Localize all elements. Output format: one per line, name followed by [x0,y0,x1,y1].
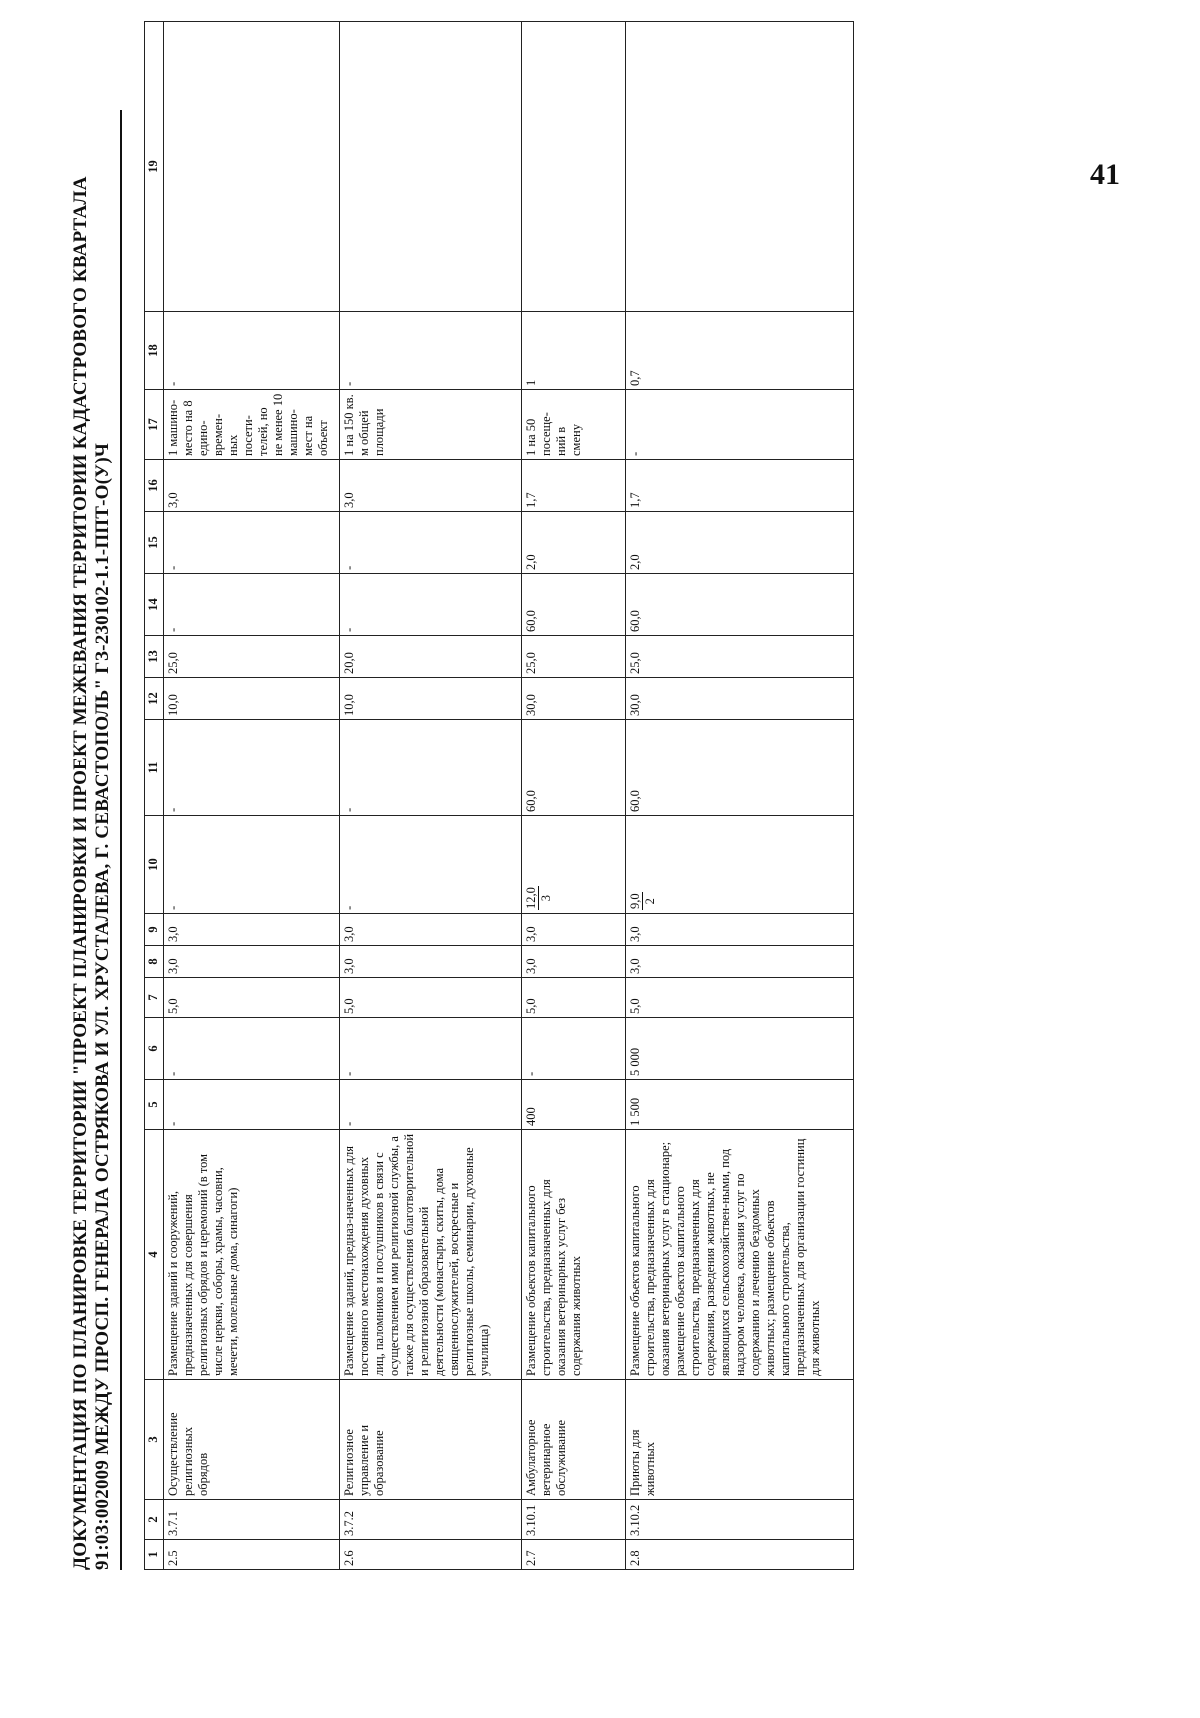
table-cell-c7: 5,0 [626,978,854,1018]
header-line-2: 91:03:002009 МЕЖДУ ПРОСП. ГЕНЕРАЛА ОСТРЯКОВА И УЛ. ХРУСТАЛЕВА, Г. СЕВАСТОПОЛЬ" ГЗ-230102-1.1-ППТ-О(У)Ч [92,443,113,1570]
table-cell-c13: 25,0 [626,636,854,678]
table-cell-c14: 60,0 [522,574,626,636]
table-cell-c7: 5,0 [164,978,340,1018]
table-cell-c7: 5,0 [340,978,522,1018]
table-cell-c10: - [340,816,522,914]
table-cell-c18: 1 [522,312,626,390]
table-cell-c9: 3,0 [626,914,854,946]
table-cell-c17: - [626,390,854,460]
header-rule [120,110,122,1570]
table-cell-c6: - [340,1018,522,1080]
page-number: 41 [1090,158,1120,191]
table-cell-c4: Размещение зданий и сооружений, предназначенных для совершения религиозных обрядов и церемоний (в том числе церкви, соборы, храмы, часовни, мечети, молельные дома, синагоги) [164,1130,340,1380]
table-cell-c15: 2,0 [626,512,854,574]
col-num: 14 [145,574,164,636]
col-num: 8 [145,946,164,978]
table-cell-c11: - [340,720,522,816]
table-cell-c10: 9,0 2 [626,816,854,914]
table-cell-c8: 3,0 [522,946,626,978]
col-num: 3 [145,1380,164,1500]
column-number-row [145,22,164,1570]
rotated-page-content [62,0,1162,1650]
table-cell-c4: Размещение зданий, предназ-наченных для постоянного местонахождения духовных лиц, паломников и послушников в связи с осуществлением ими религиозной службы, а также для осуществления благотворительной и религиозной образовательной деятельности (монастыри, скиты, дома священнослужителей, воскресные и религиозные школы, семинарии, духовные училища) [340,1130,522,1380]
header-line-1: ДОКУМЕНТАЦИЯ ПО ПЛАНИРОВКЕ ТЕРРИТОРИИ "ПРОЕКТ ПЛАНИРОВКИ И ПРОЕКТ МЕЖЕВАНИЯ ТЕРРИТОРИИ КАДАСТРОВОГО КВАРТАЛА [70,176,91,1570]
table-cell-c12: 10,0 [340,678,522,720]
table-cell-c16: 3,0 [164,460,340,512]
table-cell-c5: 400 [522,1080,626,1130]
table-cell-c12: 30,0 [522,678,626,720]
table-cell-c3: Осуществление религиозных обрядов [164,1380,340,1500]
col-num: 12 [145,678,164,720]
table-cell-c16: 1,7 [626,460,854,512]
col-num: 16 [145,460,164,512]
table-cell-c3: Амбулаторное ветеринарное обслуживание [522,1380,626,1500]
col-num: 7 [145,978,164,1018]
table-cell-c13: 25,0 [164,636,340,678]
table-cell-c15: - [340,512,522,574]
table-cell-c9: 3,0 [164,914,340,946]
table-cell-c11: 60,0 [626,720,854,816]
col-num: 17 [145,390,164,460]
table-cell-c3: Религиозное управление и образование [340,1380,522,1500]
zoning-table [144,21,854,1570]
col-num: 19 [145,22,164,312]
col-num: 18 [145,312,164,390]
table-cell-c2: 3.10.1 [522,1500,626,1540]
table-cell-c6: - [164,1018,340,1080]
col-num: 1 [145,1540,164,1570]
table-cell-c9: 3,0 [522,914,626,946]
table-cell-c18: - [164,312,340,390]
table-cell-c19 [522,22,626,312]
table-cell-c17: 1 на 50 посеще-ний в смену [522,390,626,460]
table-cell-c9: 3,0 [340,914,522,946]
col-num: 6 [145,1018,164,1080]
table-cell-c8: 3,0 [164,946,340,978]
table-cell-c11: 60,0 [522,720,626,816]
col-num: 2 [145,1500,164,1540]
table-cell-c5: 1 500 [626,1080,854,1130]
table-cell-c13: 25,0 [522,636,626,678]
table-cell-c19 [164,22,340,312]
table-cell-c17: 1 машино-место на 8 едино-времен-ных посети-телей, но не менее 10 машино-мест на объект [164,390,340,460]
table-cell-c19 [340,22,522,312]
table-cell-c2: 3.7.1 [164,1500,340,1540]
document-header [70,70,114,1570]
table-cell-c12: 30,0 [626,678,854,720]
table-cell-c2: 3.7.2 [340,1500,522,1540]
table-cell-c8: 3,0 [340,946,522,978]
col-num: 11 [145,720,164,816]
table-cell-c18: - [340,312,522,390]
table-row [626,22,854,1570]
table-row [522,22,626,1570]
table-cell-c4: Размещение объектов капитального строительства, предназначенных для оказания ветеринарных услуг в стационаре; размещение объектов капитального строительства, предназначенных для содержания, разведения животных, не являющихся сельскохозяйствен-ными, под надзором человека, оказания услуг по содержанию и лечению бездомных животных; размещение объектов капитального строительства, предназначенных для организации гостиниц для животных [626,1130,854,1380]
table-cell-c12: 10,0 [164,678,340,720]
table-cell-c15: - [164,512,340,574]
table-cell-c17: 1 на 150 кв. м общей площади [340,390,522,460]
col-num: 15 [145,512,164,574]
table-cell-c4: Размещение объектов капитального строительства, предназначенных для оказания ветеринарных услуг без содержания животных [522,1130,626,1380]
table-cell-c13: 20,0 [340,636,522,678]
col-num: 4 [145,1130,164,1380]
table-cell-c1: 2.6 [340,1540,522,1570]
table-cell-c2: 3.10.2 [626,1500,854,1540]
table-cell-c1: 2.8 [626,1540,854,1570]
table-row [164,22,340,1570]
table-cell-c10: - [164,816,340,914]
col-num: 13 [145,636,164,678]
table-cell-c14: 60,0 [626,574,854,636]
table-cell-c3: Приюты для животных [626,1380,854,1500]
table-cell-c5: - [164,1080,340,1130]
col-num: 10 [145,816,164,914]
table-cell-c8: 3,0 [626,946,854,978]
table-cell-c11: - [164,720,340,816]
table-cell-c15: 2,0 [522,512,626,574]
table-cell-c1: 2.5 [164,1540,340,1570]
table-cell-c18: 0,7 [626,312,854,390]
table-cell-c7: 5,0 [522,978,626,1018]
table-cell-c1: 2.7 [522,1540,626,1570]
table-row [340,22,522,1570]
table-cell-c6: 5 000 [626,1018,854,1080]
table-cell-c16: 1,7 [522,460,626,512]
col-num: 9 [145,914,164,946]
table-cell-c6: - [522,1018,626,1080]
table-cell-c14: - [164,574,340,636]
table-cell-c19 [626,22,854,312]
table-cell-c16: 3,0 [340,460,522,512]
table-cell-c10: 12,0 3 [522,816,626,914]
col-num: 5 [145,1080,164,1130]
table-cell-c14: - [340,574,522,636]
table-cell-c5: - [340,1080,522,1130]
